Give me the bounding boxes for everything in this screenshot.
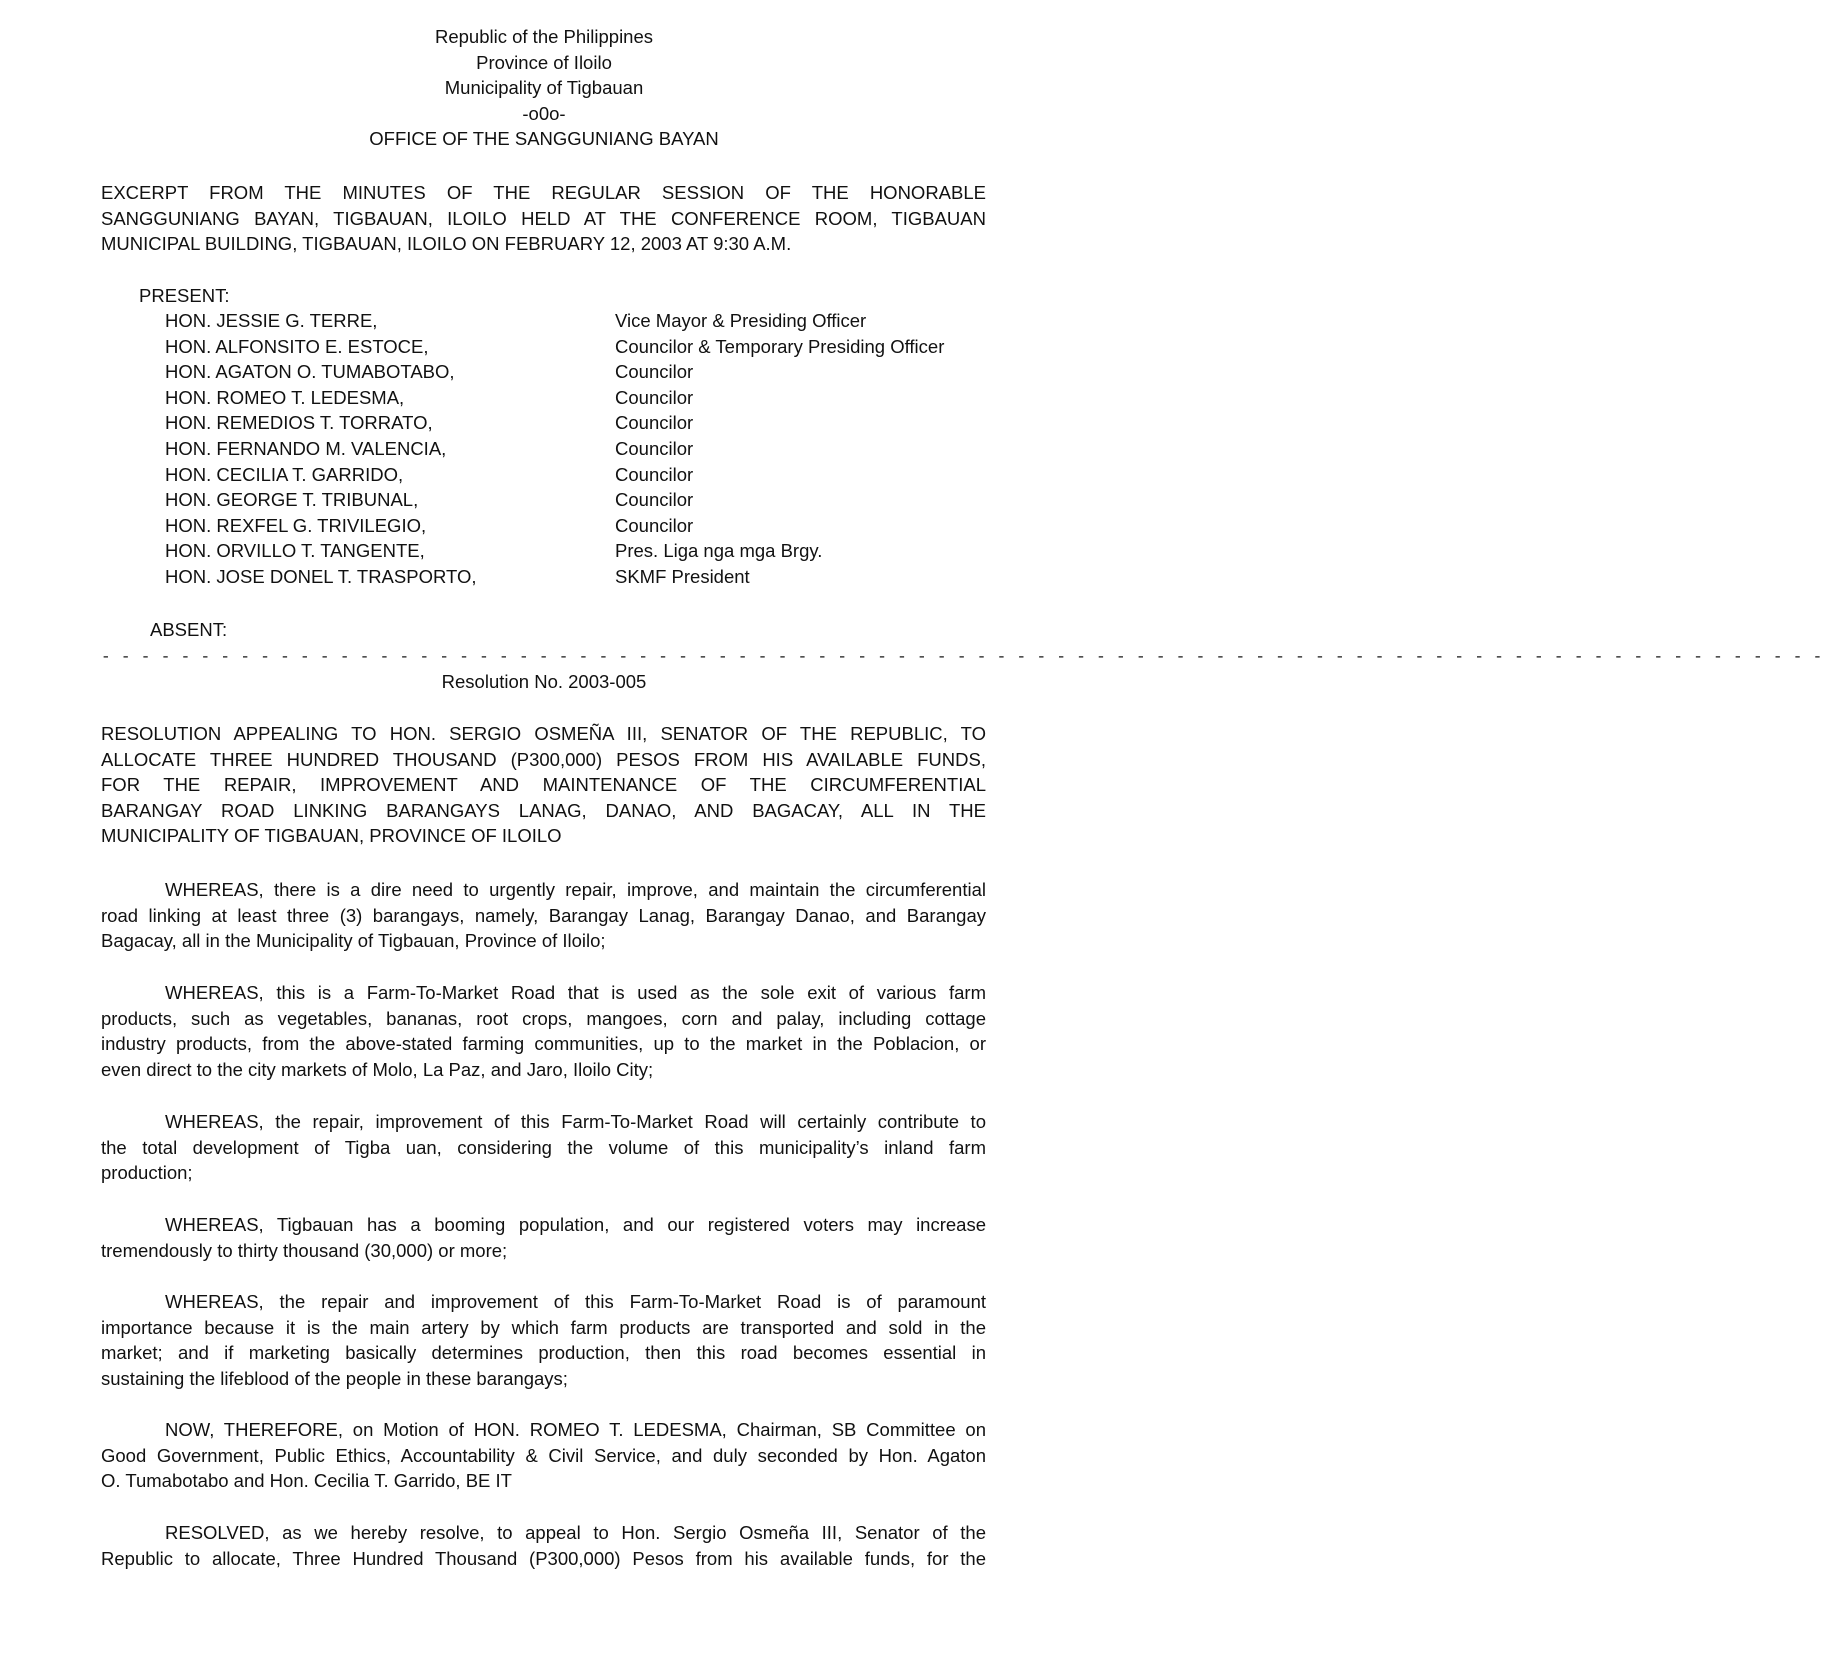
paragraph-line: Bagacay, all in the Municipality of Tigbauan, Province of Iloilo; [101, 930, 606, 952]
resolved-paragraph [101, 1520, 986, 1571]
member-name: HON. AGATON O. TUMABOTABO, [165, 361, 455, 383]
whereas-paragraph-5 [101, 1289, 986, 1391]
member-position: Councilor [615, 489, 694, 511]
member-position: Councilor & Temporary Presiding Officer [615, 335, 945, 357]
whereas-paragraph-2 [101, 980, 986, 1082]
whereas-paragraph-4 [101, 1212, 986, 1263]
member-name: HON. JOSE DONEL T. TRASPORTO, [165, 565, 477, 587]
title-line: BARANGAY ROAD LINKING BARANGAYS LANAG, DANAO, AND BAGACAY, ALL IN THE [101, 799, 986, 821]
header-municipality: Municipality of Tigbauan [444, 77, 644, 99]
member-name: HON. REXFEL G. TRIVILEGIO, [165, 514, 427, 536]
member-row [165, 359, 1005, 385]
member-name: HON. FERNANDO M. VALENCIA, [165, 437, 447, 459]
member-row [165, 334, 1005, 360]
member-name: HON. ROMEO T. LEDESMA, [165, 386, 405, 408]
paragraph-line: WHEREAS, there is a dire need to urgently repair, improve, and maintain the circumferential [165, 879, 986, 900]
paragraph-line: market; and if marketing basically determines production, then this road becomes essential in [101, 1342, 986, 1364]
paragraph-line: WHEREAS, Tigbauan has a booming population, and our registered voters may increase [165, 1214, 986, 1235]
member-position: Vice Mayor & Presiding Officer [615, 310, 867, 331]
letterhead [0, 24, 1088, 152]
paragraph-line: production; [101, 1162, 193, 1184]
excerpt-line: SANGGUNIANG BAYAN, TIGBAUAN, ILOILO HELD AT THE CONFERENCE ROOM, TIGBAUAN [101, 207, 986, 229]
resolution-number: Resolution No. 2003-005 [441, 671, 647, 692]
member-row [165, 462, 1005, 488]
paragraph-line: the total development of Tigba uan, considering the volume of this municipality’s inland farm [101, 1136, 986, 1158]
member-row [165, 308, 1005, 334]
excerpt-line: EXCERPT FROM THE MINUTES OF THE REGULAR SESSION OF THE HONORABLE [101, 182, 986, 203]
header-separator: -o0o- [522, 102, 566, 124]
member-row [165, 487, 1005, 513]
member-name: HON. ORVILLO T. TANGENTE, [165, 540, 425, 562]
paragraph-line: WHEREAS, the repair and improvement of this Farm-To-Market Road is of paramount [165, 1291, 986, 1312]
header-republic: Republic of the Philippines [434, 26, 654, 47]
title-line: ALLOCATE THREE HUNDRED THOUSAND (P300,000) PESOS FROM HIS AVAILABLE FUNDS, [101, 748, 986, 770]
paragraph-line: sustaining the lifeblood of the people in these barangays; [101, 1367, 568, 1389]
member-row [165, 410, 1005, 436]
member-row [165, 538, 1005, 564]
paragraph-line: WHEREAS, the repair, improvement of this Farm-To-Market Road will certainly contribute to [165, 1111, 986, 1132]
whereas-paragraph-1 [101, 877, 986, 954]
paragraph-line: Good Government, Public Ethics, Accountability & Civil Service, and duly seconded by Hon. Agaton [101, 1444, 986, 1466]
paragraph-line: tremendously to thirty thousand (30,000) or more; [101, 1239, 508, 1261]
member-row [165, 564, 1005, 590]
member-name: HON. GEORGE T. TRIBUNAL, [165, 489, 419, 511]
member-name: HON. CECILIA T. GARRIDO, [165, 463, 404, 485]
paragraph-line: products, such as vegetables, bananas, root crops, mangoes, corn and palay, including cottage [101, 1007, 986, 1029]
member-row [165, 436, 1005, 462]
title-line: FOR THE REPAIR, IMPROVEMENT AND MAINTENANCE OF THE CIRCUMFERENTIAL [101, 774, 986, 796]
member-position: Councilor [615, 437, 694, 459]
now-therefore-paragraph [101, 1417, 986, 1494]
present-members-list [165, 308, 1005, 590]
dashed-divider: - - - - - - - - - - - - - - - - - - - - - - - - - - - - - - - - - - - - - - - - - - - - - - - - - - - - - - - - - - - - - - - - - - - - - - - - - - - - - - - - - - - - - - - [101, 648, 1823, 666]
paragraph-line: WHEREAS, this is a Farm-To-Market Road that is used as the sole exit of various farm [165, 982, 986, 1003]
whereas-paragraph-3 [101, 1109, 986, 1186]
resolution-title [101, 721, 986, 849]
member-row [165, 513, 1005, 539]
present-label: PRESENT: [139, 285, 230, 306]
member-position: Councilor [615, 361, 694, 383]
member-name: HON. JESSIE G. TERRE, [165, 310, 378, 331]
paragraph-line: even direct to the city markets of Molo, La Paz, and Jaro, Iloilo City; [101, 1058, 654, 1080]
paragraph-line: O. Tumabotabo and Hon. Cecilia T. Garrido, BE IT [101, 1470, 512, 1492]
member-name: HON. ALFONSITO E. ESTOCE, [165, 335, 429, 357]
member-position: Councilor [615, 463, 694, 485]
paragraph-line: Republic to allocate, Three Hundred Thousand (P300,000) Pesos from his available funds, for the [101, 1547, 986, 1569]
member-position: Councilor [615, 514, 694, 536]
title-line: RESOLUTION APPEALING TO HON. SERGIO OSMEÑA III, SENATOR OF THE REPUBLIC, TO [101, 723, 986, 744]
title-line: MUNICIPALITY OF TIGBAUAN, PROVINCE OF ILOILO [101, 825, 562, 847]
member-row [165, 385, 1005, 411]
member-position: Pres. Liga nga mga Brgy. [615, 540, 823, 562]
member-position: Councilor [615, 412, 694, 434]
member-name: HON. REMEDIOS T. TORRATO, [165, 412, 433, 434]
member-position: Councilor [615, 386, 694, 408]
paragraph-line: road linking at least three (3) barangays, namely, Barangay Lanag, Barangay Danao, and Barangay [101, 904, 986, 926]
member-position: SKMF President [615, 565, 750, 587]
paragraph-line: importance because it is the main artery by which farm products are transported and sold in the [101, 1316, 986, 1338]
header-office: OFFICE OF THE SANGGUNIANG BAYAN [369, 128, 719, 150]
paragraph-line: industry products, from the above-stated farming communities, up to the market in the Poblacion, or [101, 1033, 986, 1055]
paragraph-line: NOW, THEREFORE, on Motion of HON. ROMEO T. LEDESMA, Chairman, SB Committee on [165, 1419, 986, 1440]
absent-label: ABSENT: [150, 619, 228, 640]
paragraph-line: RESOLVED, as we hereby resolve, to appeal to Hon. Sergio Osmeña III, Senator of the [165, 1522, 986, 1543]
minutes-excerpt [101, 180, 986, 257]
excerpt-line: MUNICIPAL BUILDING, TIGBAUAN, ILOILO ON FEBRUARY 12, 2003 AT 9:30 A.M. [101, 233, 792, 255]
header-province: Province of Iloilo [476, 51, 612, 73]
